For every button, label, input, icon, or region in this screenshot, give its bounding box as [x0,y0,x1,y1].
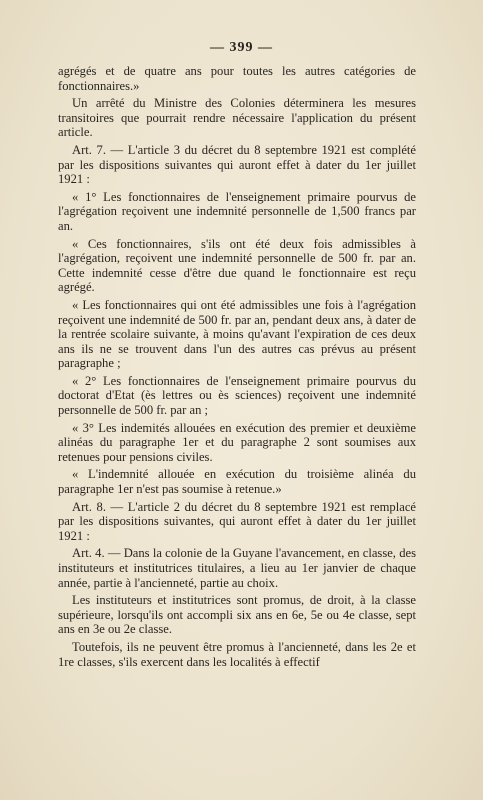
paragraph: Art. 4. — Dans la colonie de la Guyane l'avancement, en classe, des instituteurs et institutrices titulaires, a lieu au 1er janvier de chaque année, partie à l'ancienneté, partie au choix. [58,546,416,590]
paragraph: « 2° Les fonctionnaires de l'enseignement primaire pourvus du doctorat d'Etat (ès lettres ou ès sciences) reçoivent une indemnité personnelle de 500 fr. par an ; [58,373,416,418]
paragraph: Toutefois, ils ne peuvent être promus à l'ancienneté, dans les 2e et 1re classes, s'ils exercent dans les localités à effectif [58,639,416,669]
paragraph: « Ces fonctionnaires, s'ils ont été deux fois admissibles à l'agrégation, reçoivent une indemnité personnelle de 500 fr. par an. Cette indemnité cesse d'être due quand le fonctionnaire est reçu agrégé. [58,236,416,295]
paragraph: « L'indemnité allouée en exécution du troisième alinéa du paragraphe 1er n'est pas soumise à retenue.» [58,467,416,497]
paragraph: Les instituteurs et institutrices sont promus, de droit, à la classe supérieure, lorsqu'ils ont accompli six ans en 6e, 5e ou 4e classe, sept ans en 3e ou 2e classe. [58,593,416,637]
page-number: — 399 — [210,40,273,55]
paragraph: « 3° Les indemités allouées en exécution des premier et deuxième alinéas du paragraphe 1er et du paragraphe 2 sont soumises aux retenues pour pensions civiles. [58,420,416,464]
paragraph: Un arrêté du Ministre des Colonies déterminera les mesures transitoires que pourrait rendre nécessaire l'application du présent article. [58,96,416,140]
paragraph: « Les fonctionnaires qui ont été admissibles une fois à l'agrégation reçoivent une indemnité de 500 fr. par an, pendant deux ans, à dater de la rentrée scolaire suivante, à moins qu'avant l'expiration de ces deux ans ils ne se trouvent dans l'un des autres cas prévus au présent paragraphe ; [58,297,416,371]
paragraph: « 1° Les fonctionnaires de l'enseignement primaire pourvus de l'agrégation reçoivent une indemnité personnelle de 1,500 francs par an. [58,189,416,233]
paragraph: Art. 7. — L'article 3 du décret du 8 septembre 1921 est complété par les dispositions suivantes qui auront effet à dater du 1er juillet 1921 : [58,142,416,187]
paragraph: Art. 8. — L'article 2 du décret du 8 septembre 1921 est remplacé par les dispositions suivantes, qui auront effet à dater du 1er juillet 1921 : [58,499,416,543]
paragraph: agrégés et de quatre ans pour toutes les autres catégories de fonctionnaires.» [58,64,416,93]
document-body [58,64,416,672]
